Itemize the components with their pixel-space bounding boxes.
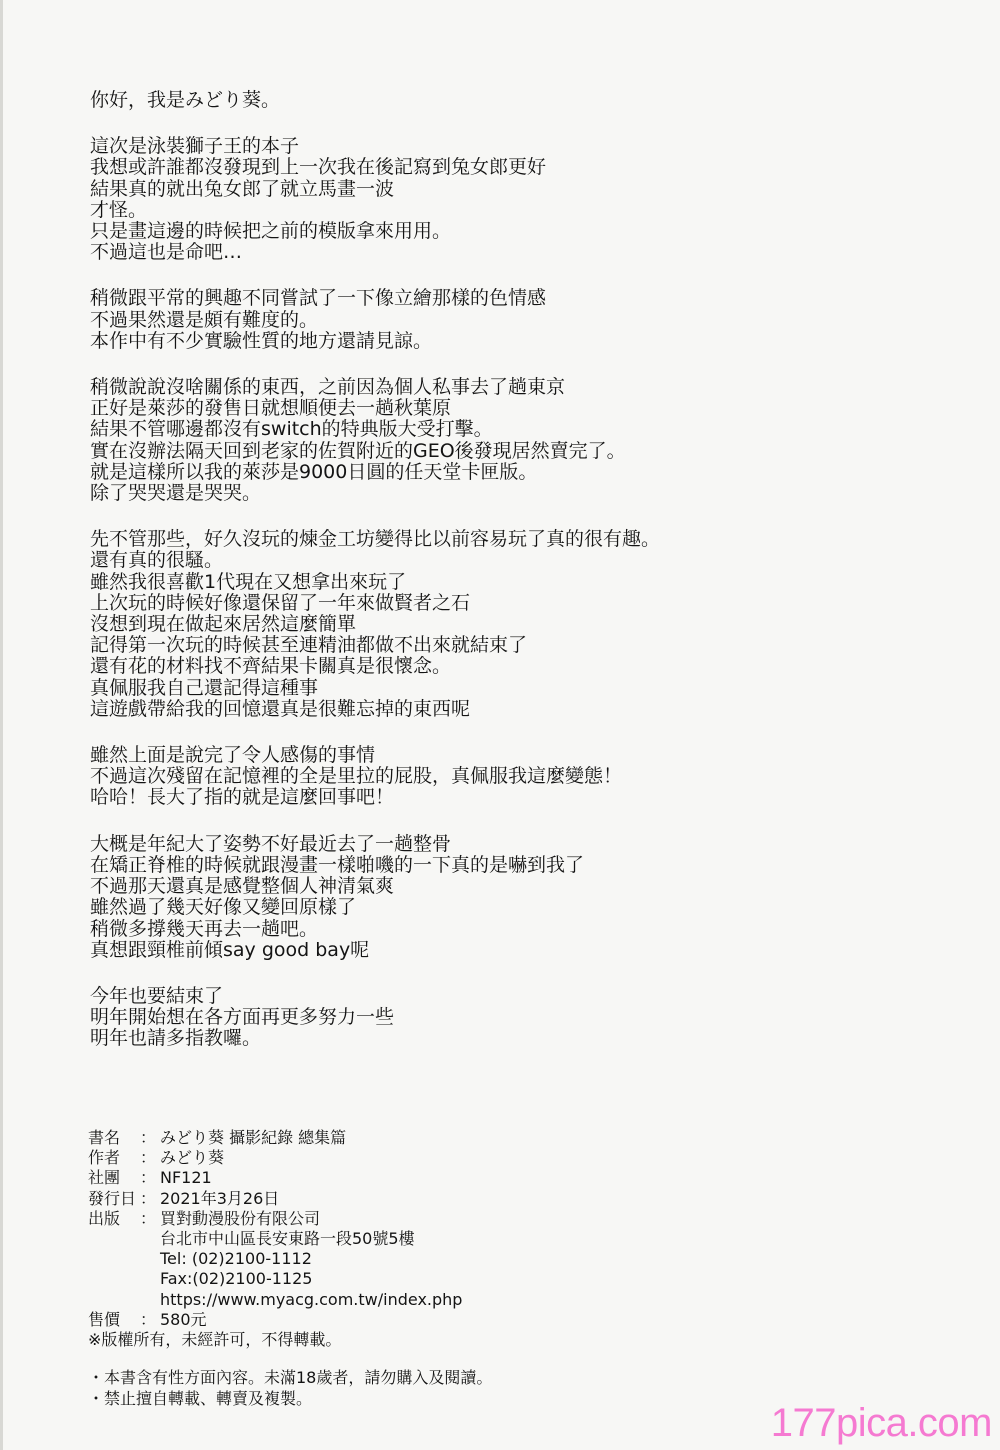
text-line: 除了哭哭還是哭哭。	[90, 482, 262, 505]
colophon-label: 書名	[88, 1128, 121, 1147]
price: 580元	[160, 1309, 207, 1329]
page-edge	[0, 0, 3, 1450]
colophon-separator: ：	[140, 1309, 157, 1329]
text-line: 大概是年紀大了姿勢不好最近去了一趟整骨	[90, 832, 452, 855]
colophon-publisher-row	[88, 1209, 788, 1229]
text-line: 在矯正脊椎的時候就跟漫畫一樣啪嘰的一下真的是嚇到我了	[90, 853, 585, 876]
text-line: 才怪。	[90, 198, 148, 221]
text-line: 不過這次殘留在記憶裡的全是里拉的屁股，真佩服我這麼變態！	[90, 765, 623, 788]
colophon-separator: ：	[140, 1128, 157, 1147]
watermark-logo: 177pica.com	[770, 1401, 992, 1445]
colophon-date-row	[88, 1189, 788, 1209]
text-line: 明年也請多指教囉。	[90, 1027, 262, 1050]
afterword-paragraph	[90, 90, 950, 111]
afterword-text	[90, 90, 950, 1075]
publisher-fax: Fax:(02)2100-1125	[160, 1269, 313, 1289]
text-line: 本作中有不少實驗性質的地方還請見諒。	[90, 329, 433, 352]
text-line: 雖然我很喜歡1代現在又想拿出來玩了	[90, 570, 407, 593]
colophon-label: 社團	[88, 1168, 121, 1188]
afterword-paragraph	[90, 834, 950, 961]
text-line: 真想跟頸椎前傾say good bay呢	[90, 938, 370, 961]
text-line: 不過那天還真是感覺整個人神清氣爽	[90, 875, 395, 898]
text-line: 只是畫這邊的時候把之前的模版拿來用用。	[90, 220, 452, 243]
book-title: みどり葵 攝影紀錄 總集篇	[160, 1128, 347, 1147]
text-line: 稍微說說沒啥關係的東西，之前因為個人私事去了趟東京	[90, 376, 566, 399]
publisher-tel: Tel: (02)2100-1112	[160, 1249, 312, 1269]
colophon	[88, 1128, 788, 1350]
colophon-title-row	[88, 1128, 788, 1148]
publisher-address: 台北市中山區長安東路一段50號5樓	[160, 1229, 415, 1249]
text-line: 我想或許誰都沒發現到上一次我在後記寫到兔女郎更好	[90, 156, 547, 179]
text-line: 明年開始想在各方面再更多努力一些	[90, 1006, 395, 1029]
publisher-url: https://www.myacg.com.tw/index.php	[160, 1289, 463, 1309]
text-line: 記得第一次玩的時候甚至連精油都做不出來就結束了	[90, 634, 528, 657]
text-line: 沒想到現在做起來居然這麼簡單	[90, 613, 357, 636]
release-date: 2021年3月26日	[160, 1188, 280, 1208]
text-line: 不過這也是命吧…	[90, 241, 243, 264]
text-line: 還有花的材料找不齊結果卡關真是很懷念。	[90, 655, 452, 678]
colophon-label: 發行日	[88, 1188, 137, 1208]
colophon-label: 作者	[88, 1148, 121, 1168]
text-line: 稍微多撐幾天再去一趟吧。	[90, 917, 319, 940]
copyright-notice: ※版權所有，未經許可，不得轉載。	[88, 1330, 342, 1350]
text-line: 真佩服我自己還記得這種事	[90, 676, 319, 699]
text-line: 這遊戲帶給我的回憶還真是很難忘掉的東西呢	[90, 697, 471, 720]
afterword-paragraph	[90, 377, 950, 504]
notice-line: ・禁止擅自轉載、轉賣及複製。	[88, 1389, 313, 1408]
text-line: 還有真的很騷。	[90, 549, 224, 572]
colophon-circle-row	[88, 1168, 788, 1188]
publisher-name: 買對動漫股份有限公司	[160, 1208, 321, 1228]
text-line: 不過果然還是頗有難度的。	[90, 308, 319, 331]
text-line: 就是這樣所以我的萊莎是9000日圓的任天堂卡匣版。	[90, 460, 538, 483]
colophon-separator: ：	[140, 1168, 157, 1188]
afterword-paragraph	[90, 136, 950, 263]
afterword-paragraph	[90, 288, 950, 352]
colophon-label: 售價	[88, 1309, 121, 1329]
text-line: 雖然過了幾天好像又變回原樣了	[90, 896, 357, 919]
afterword-paragraph	[90, 529, 950, 720]
text-line: 實在沒辦法隔天回到老家的佐賀附近的GEO後發現居然賣完了。	[90, 439, 626, 462]
text-line: 雖然上面是說完了令人感傷的事情	[90, 744, 376, 767]
text-line: 上次玩的時候好像還保留了一年來做賢者之石	[90, 591, 471, 614]
text-line: 結果真的就出兔女郎了就立馬畫一波	[90, 177, 395, 200]
colophon-price-row	[88, 1310, 788, 1330]
circle-name: NF121	[160, 1168, 212, 1188]
colophon-label: 出版	[88, 1208, 121, 1228]
text-line: 今年也要結束了	[90, 984, 224, 1007]
author-name: みどり葵	[160, 1148, 225, 1168]
text-line: 稍微跟平常的興趣不同嘗試了一下像立繪那樣的色情感	[90, 287, 547, 310]
colophon-separator: ：	[140, 1208, 157, 1228]
afterword-paragraph	[90, 986, 950, 1050]
text-line: 哈哈！長大了指的就是這麼回事吧！	[90, 786, 395, 809]
text-line: 結果不管哪邊都沒有switch的特典版大受打擊。	[90, 418, 493, 441]
colophon-author-row	[88, 1148, 788, 1168]
colophon-separator: ：	[140, 1188, 157, 1208]
text-line: 這次是泳裝獅子王的本子	[90, 135, 300, 158]
content-notices	[88, 1367, 492, 1409]
text-line: 你好，我是みどり葵。	[90, 89, 281, 111]
colophon-separator: ：	[140, 1148, 157, 1168]
afterword-paragraph	[90, 745, 950, 809]
text-line: 正好是萊莎的發售日就想順便去一趟秋葉原	[90, 397, 452, 420]
notice-line: ・本書含有性方面內容。未滿18歲者，請勿購入及閱讀。	[88, 1368, 493, 1387]
text-line: 先不管那些，好久沒玩的煉金工坊變得比以前容易玩了真的很有趣。	[90, 528, 661, 551]
